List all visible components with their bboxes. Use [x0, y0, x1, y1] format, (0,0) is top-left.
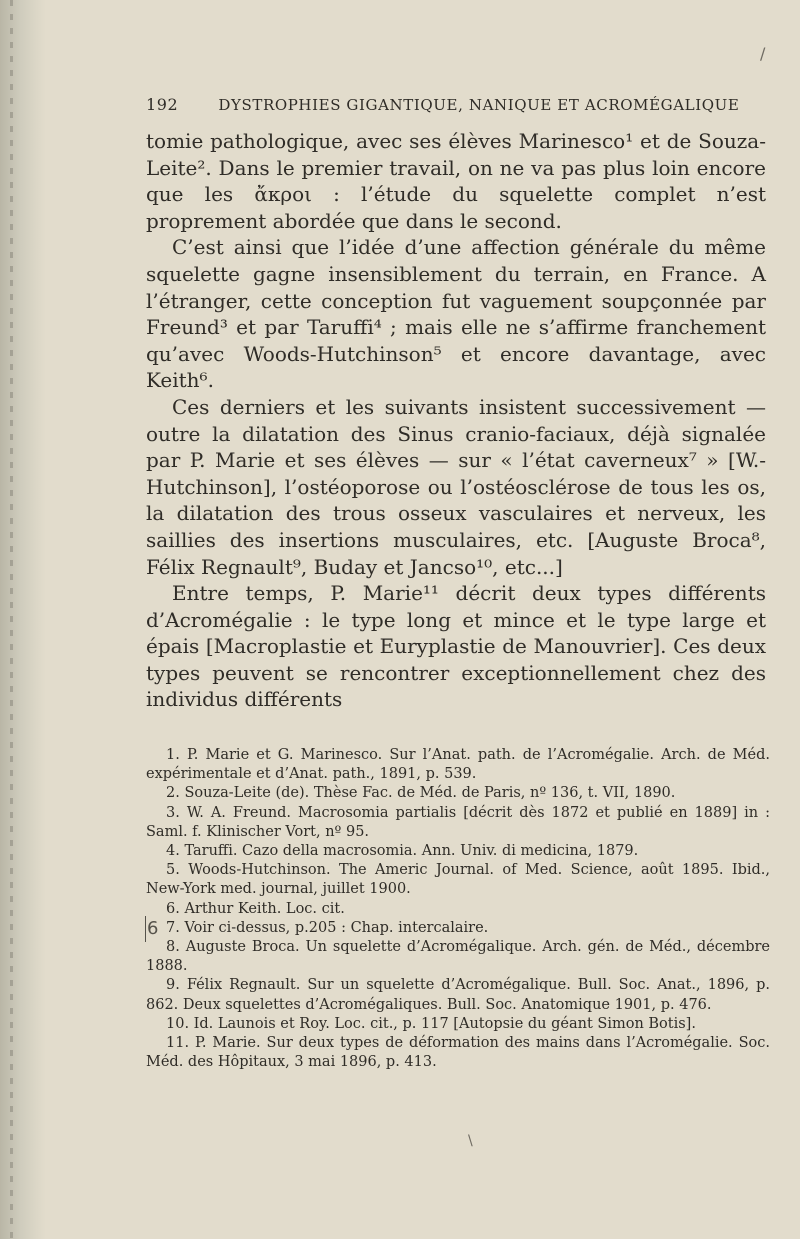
- footnote: 5. Woods-Hutchinson. The Americ Journal. of Med. Science, août 1895. Ibid., New-York med. journal, juillet 1900.: [146, 862, 770, 898]
- page-number: 192: [146, 95, 179, 114]
- footnote: 9. Félix Regnault. Sur un squelette d’Acromégalique. Bull. Soc. Anat., 1896, p. 862. Deux squelettes d’Acromégaliques. Bull. Soc. Anatomique 1901, p. 476.: [146, 977, 770, 1013]
- footnote: 1. P. Marie et G. Marinesco. Sur l’Anat. path. de l’Acromégalie. Arch. de Méd. expérimentale et d’Anat. path., 1891, p. 539.: [146, 747, 770, 783]
- footnote: 6. Arthur Keith. Loc. cit.: [166, 900, 345, 917]
- footnote: 11. P. Marie. Sur deux types de déformation des mains dans l’Acromégalie. Soc. Méd. des Hôpitaux, 3 mai 1896, p. 413.: [146, 1035, 770, 1071]
- running-title: DYSTROPHIES GIGANTIQUE, NANIQUE ET ACROMÉGALIQUE: [218, 96, 740, 114]
- paragraph: tomie pathologique, avec ses élèves Marinesco¹ et de Souza-Leite². Dans le premier travail, on ne va pas plus loin encore que les ἄκροι : l’étude du squelette complet n’est proprement abordée que dans le second.: [146, 129, 766, 233]
- footnote: 7. Voir ci-dessus, p.205 : Chap. intercalaire.: [166, 919, 489, 936]
- pencil-annotation: 6: [147, 918, 173, 942]
- paragraph: Ces derniers et les suivants insistent successivement — outre la dilatation des Sinus cranio-faciaux, déjà signalée par P. Marie et ses élèves — sur « l’état caverneux⁷ » [W.-Hutchinson], l’ostéoporose ou l’ostéosclérose de tous les os, la dilatation des trous osseux vasculaires et nerveux, les saillies des insertions musculaires, etc. [Auguste Broca⁸, Félix Regnault⁹, Buday et Jancso¹⁰, etc...]: [146, 394, 766, 579]
- speck-mark: /: [760, 44, 766, 63]
- footnotes: [146, 746, 770, 1072]
- footnote: 2. Souza-Leite (de). Thèse Fac. de Méd. de Paris, nº 136, t. VII, 1890.: [166, 785, 676, 802]
- book-binding-edge: [0, 0, 46, 1239]
- page-content: [146, 95, 766, 713]
- footnote: 4. Taruffi. Cazo della macrosomia. Ann. Univ. di medicina, 1879.: [166, 843, 639, 860]
- paragraph: Entre temps, P. Marie¹¹ décrit deux types différents d’Acromégalie : le type long et mince et le type large et épais [Macroplastie et Euryplastie de Manouvrier]. Ces deux types peuvent se rencontrer exceptionnellement chez des individus différents: [146, 581, 766, 712]
- footnote: 3. W. A. Freund. Macrosomia partialis [décrit dès 1872 et publié en 1889] in : Saml. f. Klinischer Vort, nº 95.: [146, 804, 770, 840]
- paragraph: C’est ainsi que l’idée d’une affection générale du même squelette gagne insensiblement du terrain, en France. A l’étranger, cette conception fut vaguement soupçonnée par Freund³ et par Taruffi⁴ ; mais elle ne s’affirme franchement qu’avec Woods-Hutchinson⁵ et encore davantage, avec Keith⁶.: [146, 235, 766, 393]
- body-text: [146, 128, 766, 713]
- footnote: 10. Id. Launois et Roy. Loc. cit., p. 117 [Autopsie du géant Simon Botis].: [166, 1015, 696, 1032]
- footnote: 8. Auguste Broca. Un squelette d’Acromégalique. Arch. gén. de Méd., décembre 1888.: [146, 939, 770, 975]
- speck-mark: \: [468, 1133, 473, 1149]
- running-header: [146, 95, 766, 114]
